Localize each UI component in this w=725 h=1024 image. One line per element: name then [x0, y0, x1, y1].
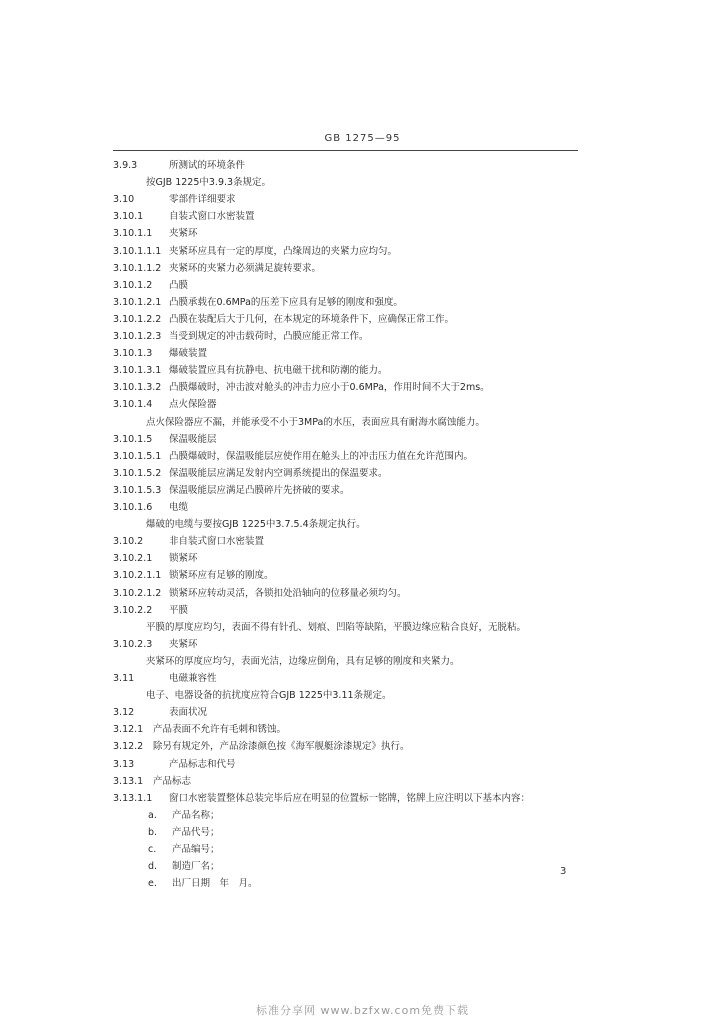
clause-line	[113, 192, 236, 208]
clause-number: 3.10.1.5.1	[113, 450, 162, 462]
clause-line	[113, 312, 454, 328]
clause-number: 3.10.1.5.3	[113, 484, 162, 496]
clause-number: b.	[148, 826, 158, 838]
clause-line	[113, 432, 217, 448]
clause-text: 零部件详细要求	[169, 194, 236, 206]
standard-number: GB 1275—95	[324, 133, 401, 144]
clause-text: 出厂日期 年 月。	[172, 878, 258, 890]
clause-line	[113, 534, 264, 550]
body-paragraph	[146, 517, 366, 533]
clause-number: 3.10.1.2.1	[113, 296, 162, 308]
clause-number: 3.12.1	[113, 724, 144, 736]
list-item	[148, 808, 220, 824]
clause-text: 平膜的厚度应均匀，表面不得有针孔、划痕、凹陷等缺陷，平膜边缘应粘合良好，无脱粘。	[146, 621, 527, 633]
list-item	[148, 876, 258, 892]
clause-text: 锁紧环应有足够的刚度。	[169, 570, 274, 582]
clause-number: 3.10.1.5	[113, 433, 153, 445]
clause-text: 夹紧环	[169, 228, 198, 240]
clause-number: 3.10.2	[113, 536, 144, 548]
clause-text: 产品表面不允许有毛刺和锈蚀。	[153, 724, 287, 736]
watermark-footer: 标准分享网 www.bzfxw.com免费下载	[255, 1004, 470, 1017]
clause-text: 产品编号；	[172, 844, 220, 855]
clause-number: 3.10.1.6	[113, 502, 153, 513]
clause-number: 3.10.1.1.2	[113, 262, 162, 274]
clause-text: 产品名称；	[172, 809, 220, 821]
clause-number: 3.10	[113, 194, 135, 206]
body-paragraph	[146, 175, 271, 191]
clause-text: 夹紧环的夹紧力必须满足旋转要求。	[169, 262, 322, 274]
clause-number: 3.10.1	[113, 211, 144, 223]
clause-number: d.	[148, 861, 158, 873]
clause-text: 保温吸能层	[169, 433, 217, 445]
clause-text: 电子、电器设备的抗扰度应符合GJB 1225中3.11条规定。	[146, 690, 392, 702]
clause-text: 保温吸能层应满足发射内空调系统提出的保温要求。	[169, 467, 388, 479]
clause-text: 凸膜承载在0.6MPa的压差下应具有足够的刚度和强度。	[169, 296, 403, 308]
clause-number: 3.9.3	[113, 160, 138, 171]
clause-text: 爆破装置应具有抗静电、抗电磁干扰和防潮的能力。	[169, 365, 388, 377]
clause-number: 3.10.1.3.2	[113, 382, 162, 394]
clause-line	[113, 295, 403, 311]
clause-text: 电磁兼容性	[169, 673, 217, 684]
clause-text: 夹紧环的厚度应均匀，表面光洁，边缘应倒角，具有足够的刚度和夹紧力。	[146, 655, 460, 667]
clause-line	[113, 158, 245, 174]
clause-text: 凸膜爆破时，冲击波对舱头的冲击力应小于0.6MPa，作用时间不大于2ms。	[169, 382, 490, 394]
clause-text: 电缆	[169, 502, 189, 513]
clause-number: 3.10.1.1.1	[113, 245, 162, 257]
clause-text: 凸膜在装配后大于几何，在本规定的环境条件下，应确保正常工作。	[169, 313, 455, 325]
clause-line	[113, 500, 188, 516]
clause-number: 3.10.1.4	[113, 399, 153, 411]
clause-line	[113, 603, 188, 619]
clause-number: 3.10.2.3	[113, 638, 153, 650]
clause-number: e.	[148, 878, 157, 890]
header-rule	[113, 150, 578, 151]
clause-text: 自装式窗口水密装置	[169, 211, 255, 223]
list-item	[148, 842, 220, 858]
clause-number: 3.10.1.1	[113, 228, 153, 240]
clause-number: 3.12.2	[113, 741, 144, 753]
clause-line	[113, 722, 286, 738]
clause-text: 保温吸能层应满足凸膜碎片先挤破的要求。	[169, 484, 350, 496]
clause-number: a.	[148, 809, 157, 821]
clause-line	[113, 346, 207, 362]
clause-number: c.	[148, 844, 157, 855]
page-number: 3	[560, 866, 567, 877]
clause-number: 3.10.2.1	[113, 553, 153, 565]
clause-number: 3.11	[113, 673, 135, 684]
clause-text: 锁紧环应转动灵活，各锁扣处沿轴向的位移量必须均匀。	[169, 587, 407, 599]
clause-text: 产品标志	[153, 775, 192, 787]
clause-text: 夹紧环	[169, 638, 198, 650]
clause-line	[113, 586, 407, 602]
clause-line	[113, 774, 191, 790]
clause-line	[113, 209, 255, 225]
clause-text: 产品代号；	[172, 826, 220, 838]
clause-text: 平膜	[169, 604, 189, 616]
clause-number: 3.13.1.1	[113, 792, 153, 804]
clause-line	[113, 483, 350, 499]
clause-text: 爆破的电缆与要按GJB 1225中3.7.5.4条规定执行。	[146, 519, 366, 531]
clause-number: 3.13.1	[113, 775, 144, 787]
clause-number: 3.13	[113, 758, 135, 770]
clause-text: 非自装式窗口水密装置	[169, 536, 265, 548]
clause-line	[113, 757, 236, 773]
clause-text: 所测试的环境条件	[169, 160, 246, 171]
body-paragraph	[146, 620, 526, 636]
clause-number: 3.10.2.1.1	[113, 570, 162, 582]
clause-text: 制造厂名；	[172, 861, 220, 873]
clause-number: 3.10.2.2	[113, 604, 153, 616]
clause-text: 表面状况	[169, 707, 208, 719]
clause-text: 按GJB 1225中3.9.3条规定。	[146, 177, 272, 189]
clause-text: 夹紧环应具有一定的厚度，凸缘周边的夹紧力应均匀。	[169, 245, 398, 257]
clause-text: 爆破装置	[169, 348, 208, 360]
clause-line	[113, 637, 198, 653]
clause-text: 锁紧环	[169, 553, 198, 565]
list-item	[148, 825, 220, 841]
clause-text: 点火保险器应不漏，并能承受不小于3MPa的水压，表面应具有耐海水腐蚀能力。	[146, 416, 485, 428]
clause-number: 3.10.1.2.2	[113, 313, 162, 325]
clause-line	[113, 380, 490, 396]
clause-line	[113, 568, 274, 584]
clause-line	[113, 397, 217, 413]
clause-text: 窗口水密装置整体总装完毕后应在明显的位置标一铭牌，铭牌上应注明以下基本内容：	[169, 792, 531, 804]
list-item	[148, 859, 220, 875]
body-paragraph	[146, 654, 460, 670]
clause-line	[113, 705, 207, 721]
clause-number: 3.12	[113, 707, 135, 719]
clause-text: 产品标志和代号	[169, 758, 236, 770]
clause-text: 凸膜	[169, 279, 189, 291]
clause-line	[113, 449, 473, 465]
clause-number: 3.10.2.1.2	[113, 587, 162, 599]
clause-number: 3.10.1.3.1	[113, 365, 162, 377]
clause-line	[113, 739, 410, 755]
clause-line	[113, 261, 321, 277]
clause-line	[113, 278, 188, 294]
clause-line	[113, 226, 198, 242]
clause-number: 3.10.1.3	[113, 348, 153, 360]
clause-line	[113, 329, 369, 345]
clause-text: 点火保险器	[169, 399, 217, 411]
clause-text: 除另有规定外，产品涂漆颜色按《海军舰艇涂漆规定》执行。	[153, 741, 410, 753]
clause-line	[113, 671, 217, 687]
clause-line	[113, 466, 388, 482]
clause-line	[113, 791, 530, 807]
clause-line	[113, 551, 198, 567]
clause-number: 3.10.1.2	[113, 279, 153, 291]
body-paragraph	[146, 415, 485, 431]
clause-text: 凸膜爆破时，保温吸能层应使作用在舱头上的冲击压力值在允许范围内。	[169, 450, 474, 462]
clause-number: 3.10.1.2.3	[113, 331, 162, 342]
clause-line	[113, 244, 397, 260]
clause-text: 当受到规定的冲击载荷时，凸膜应能正常工作。	[169, 331, 369, 342]
clause-line	[113, 363, 388, 379]
clause-number: 3.10.1.5.2	[113, 467, 162, 479]
body-paragraph	[146, 688, 392, 704]
